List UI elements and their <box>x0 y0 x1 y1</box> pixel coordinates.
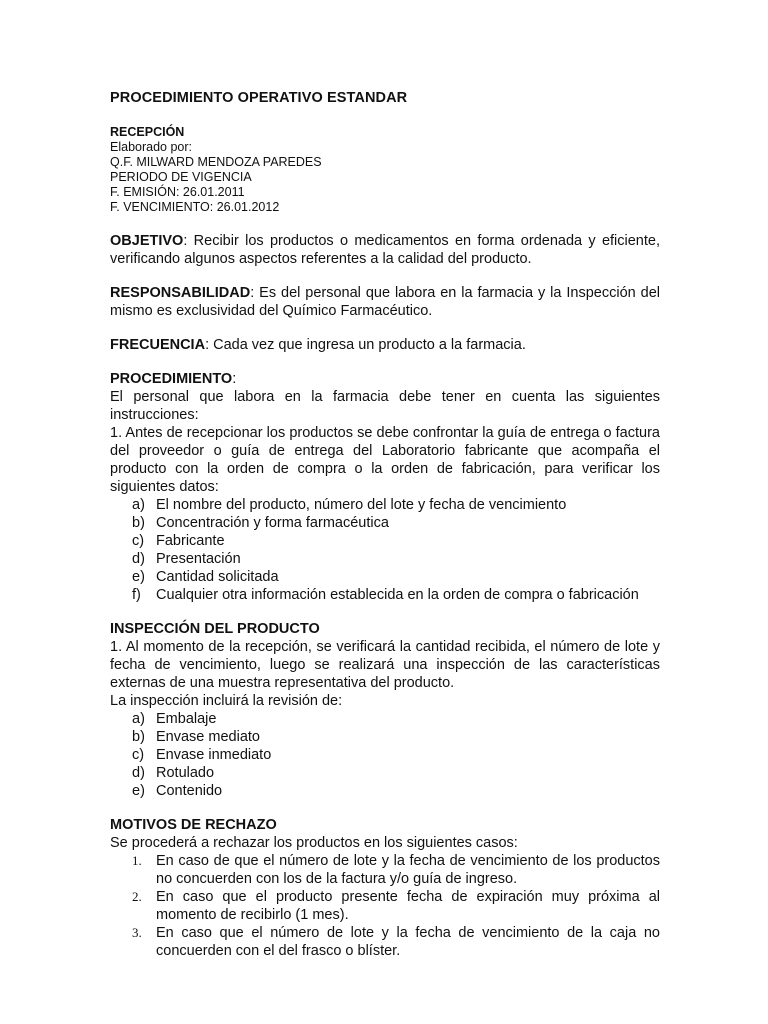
meta-line: F. EMISIÓN: 26.01.2011 <box>110 185 245 199</box>
list-marker: 2. <box>132 889 142 904</box>
list-marker: 1. <box>132 853 142 868</box>
meta-line: Elaborado por: <box>110 140 193 154</box>
responsabilidad-label: RESPONSABILIDAD <box>110 285 251 301</box>
inspeccion-list <box>110 710 660 800</box>
list-marker: b) <box>132 515 145 531</box>
list-item <box>110 532 660 550</box>
inspeccion-step-1: 1. Al momento de la recepción, se verificará la cantidad recibida, el número de lote y fecha de vencimiento, luego se realizará una inspección de las características externas de una muestra representativa del producto. <box>110 639 660 691</box>
list-item <box>110 782 660 800</box>
procedimiento-label-suffix: : <box>232 371 237 387</box>
list-marker: c) <box>132 747 145 763</box>
list-item-text: El nombre del producto, número del lote y fecha de vencimiento <box>156 497 567 513</box>
list-marker: b) <box>132 729 145 745</box>
list-item-text: Envase inmediato <box>156 747 272 763</box>
list-item-text: Presentación <box>156 551 241 567</box>
list-item-text: Rotulado <box>156 765 215 781</box>
inspeccion-heading: INSPECCIÓN DEL PRODUCTO <box>110 621 320 637</box>
meta-heading: RECEPCIÓN <box>110 125 185 139</box>
inspeccion-intro: La inspección incluirá la revisión de: <box>110 693 343 709</box>
rechazo-heading: MOTIVOS DE RECHAZO <box>110 817 277 833</box>
list-item <box>110 764 660 782</box>
document-page <box>110 90 660 960</box>
rechazo-intro: Se procederá a rechazar los productos en los siguientes casos: <box>110 835 518 851</box>
list-item <box>110 728 660 746</box>
list-item-text: Envase mediato <box>156 729 260 745</box>
document-title: PROCEDIMIENTO OPERATIVO ESTANDAR <box>110 90 408 106</box>
list-item <box>110 496 660 514</box>
frecuencia-section <box>110 336 660 354</box>
list-marker: c) <box>132 533 145 549</box>
list-item-text: Cualquier otra información establecida en la orden de compra o fabricación <box>156 587 639 603</box>
list-item <box>110 568 660 586</box>
objetivo-label: OBJETIVO <box>110 233 184 249</box>
objetivo-section <box>110 232 660 268</box>
frecuencia-label: FRECUENCIA <box>110 337 206 353</box>
procedimiento-intro: El personal que labora en la farmacia debe tener en cuenta las siguientes instrucciones: <box>110 389 660 423</box>
list-marker: 3. <box>132 925 142 940</box>
list-marker: e) <box>132 783 145 799</box>
list-marker: e) <box>132 569 145 585</box>
list-item <box>110 746 660 764</box>
list-item <box>110 924 660 960</box>
objetivo-text: : Recibir los productos o medicamentos en forma ordenada y eficiente, verificando algunos aspectos referentes a la calidad del producto. <box>110 233 660 267</box>
list-item-text: Contenido <box>156 783 223 799</box>
list-item-text: En caso que el producto presente fecha de expiración muy próxima al momento de recibirlo (1 mes). <box>156 889 660 923</box>
meta-line: PERIODO DE VIGENCIA <box>110 170 252 184</box>
list-marker: d) <box>132 551 145 567</box>
responsabilidad-section <box>110 284 660 320</box>
list-item-text: En caso que el número de lote y la fecha de vencimiento de la caja no concuerden con el del frasco o blíster. <box>156 925 660 959</box>
meta-line: Q.F. MILWARD MENDOZA PAREDES <box>110 155 322 169</box>
list-item-text: Cantidad solicitada <box>156 569 279 585</box>
procedimiento-step-1: 1. Antes de recepcionar los productos se debe confrontar la guía de entrega o factura del proveedor o guía de entrega del Laboratorio fabricante que acompaña el producto con la orden de compra o la orden de fabricación, para verificar los siguientes datos: <box>110 425 660 495</box>
list-marker: a) <box>132 711 145 727</box>
list-item <box>110 586 660 604</box>
list-item-text: Fabricante <box>156 533 225 549</box>
frecuencia-text: : Cada vez que ingresa un producto a la farmacia. <box>205 337 526 353</box>
document-meta <box>110 125 660 215</box>
list-item <box>110 852 660 888</box>
list-item <box>110 550 660 568</box>
meta-line: F. VENCIMIENTO: 26.01.2012 <box>110 200 280 214</box>
procedimiento-heading <box>110 370 660 388</box>
list-marker: f) <box>132 587 141 603</box>
list-marker: d) <box>132 765 145 781</box>
responsabilidad-text: : Es del personal que labora en la farmacia y la Inspección del mismo es exclusividad del Químico Farmacéutico. <box>110 285 660 319</box>
list-item-text: Embalaje <box>156 711 217 727</box>
list-item <box>110 888 660 924</box>
list-marker: a) <box>132 497 145 513</box>
procedimiento-label: PROCEDIMIENTO <box>110 371 233 387</box>
list-item <box>110 514 660 532</box>
list-item-text: En caso de que el número de lote y la fecha de vencimiento de los productos no concuerden con los de la factura y/o guía de ingreso. <box>156 853 660 887</box>
rechazo-list <box>110 852 660 960</box>
list-item-text: Concentración y forma farmacéutica <box>156 515 389 531</box>
procedimiento-list <box>110 496 660 604</box>
list-item <box>110 710 660 728</box>
